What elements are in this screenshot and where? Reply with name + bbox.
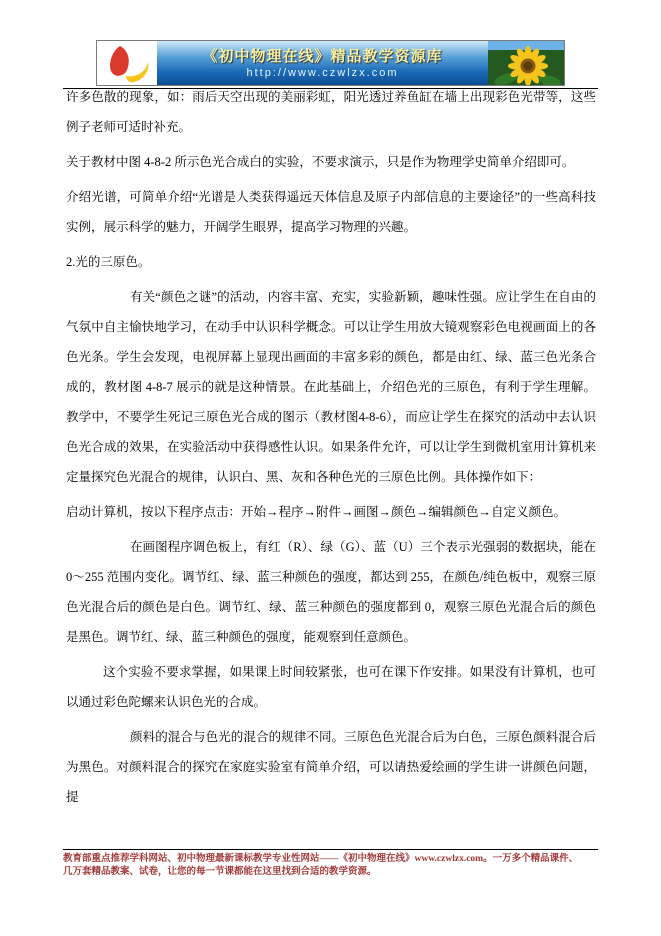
banner-title: 《初中物理在线》精品教学资源库: [202, 47, 443, 65]
site-banner: [96, 40, 565, 86]
body-paragraph: 关于教材中图 4-8-2 所示色光合成白的实验，不要求演示，只是作为物理学史简单介绍即可。: [66, 155, 575, 169]
document-body: [66, 82, 596, 817]
body-paragraph: 许多色散的现象，如：雨后天空出现的美丽彩虹，阳光透过养鱼缸在墙上出现彩色光带等，这些例子老师可适时补充。: [66, 90, 596, 134]
page-footer: [63, 849, 598, 879]
footer-line: 教育部重点推荐学科网站、初中物理最新课标教学专业性网站——《初中物理在线》www.czwlzx.com。一万多个精品课件、: [63, 854, 579, 864]
sunflower-photo-icon: [488, 41, 564, 85]
body-paragraph: 这个实验不要求掌握，如果课上时间较紧张，也可在课下作安排。如果没有计算机，也可以通过彩色陀螺来认识色光的合成。: [66, 665, 596, 709]
banner-url: http://www.czwlzx.com: [246, 66, 399, 79]
body-paragraph: 介绍光谱，可简单介绍“光谱是人类获得遥远天体信息及原子内部信息的主要途径”的一些高科技实例，展示科学的魅力，开阔学生眼界，提高学习物理的兴趣。: [66, 190, 596, 234]
banner-text-area: [157, 41, 488, 85]
sunflower-icon: [488, 41, 564, 85]
czwlzx-logo-icon: [98, 42, 156, 84]
site-logo-icon: [97, 41, 157, 85]
body-paragraph: 颜料的混合与色光的混合的规律不同。三原色色光混合后为白色，三原色颜料混合后为黑色。对颜料混合的探究在家庭实验室有简单介绍，可以请热爱绘画的学生讲一讲颜色问题，提: [66, 730, 596, 804]
body-paragraph: 在画图程序调色板上，有红（R）、绿（G）、蓝（U）三个表示光强弱的数据块，能在 0～255 范围内变化。调节红、绿、蓝三种颜色的强度，都达到 255，在颜色/纯色板中，观察三原色光混合后的颜色是白色。调节红、绿、蓝三种颜色的强度都到 0，观察三原色光混合后的颜色是黑色。调节红、绿、蓝三种颜色的强度，能观察到任意颜色。: [66, 540, 596, 644]
body-paragraph: 2.光的三原色。: [66, 255, 151, 269]
footer-line: 几万套精品教案、试卷，让您的每一节课都能在这里找到合适的教学资源。: [63, 867, 377, 877]
body-paragraph: 启动计算机，按以下程序点击：开始→程序→附件→画图→颜色→编辑颜色→自定义颜色。: [66, 505, 567, 519]
body-paragraph: 有关“颜色之谜”的活动，内容丰富、充实，实验新颖，趣味性强。应让学生在自由的气氛中自主愉快地学习，在动手中认识科学概念。可以让学生用放大镜观察彩色电视画面上的各色光条。学生会发现，电视屏幕上显现出画面的丰富多彩的颜色，都是由红、绿、蓝三色光条合成的，教材图 4-8-7 展示的就是这种情景。在此基础上，介绍色光的三原色，有利于学生理解。教学中，不要学生死记三原色光合成的图示（教材图4-8-6），而应让学生在探究的活动中去认识色光合成的效果，在实验活动中获得感性认识。如果条件允许，可以让学生到微机室用计算机来定量探究色光混合的规律，认识白、黑、灰和各种色光的三原色比例。具体操作如下：: [66, 290, 596, 484]
